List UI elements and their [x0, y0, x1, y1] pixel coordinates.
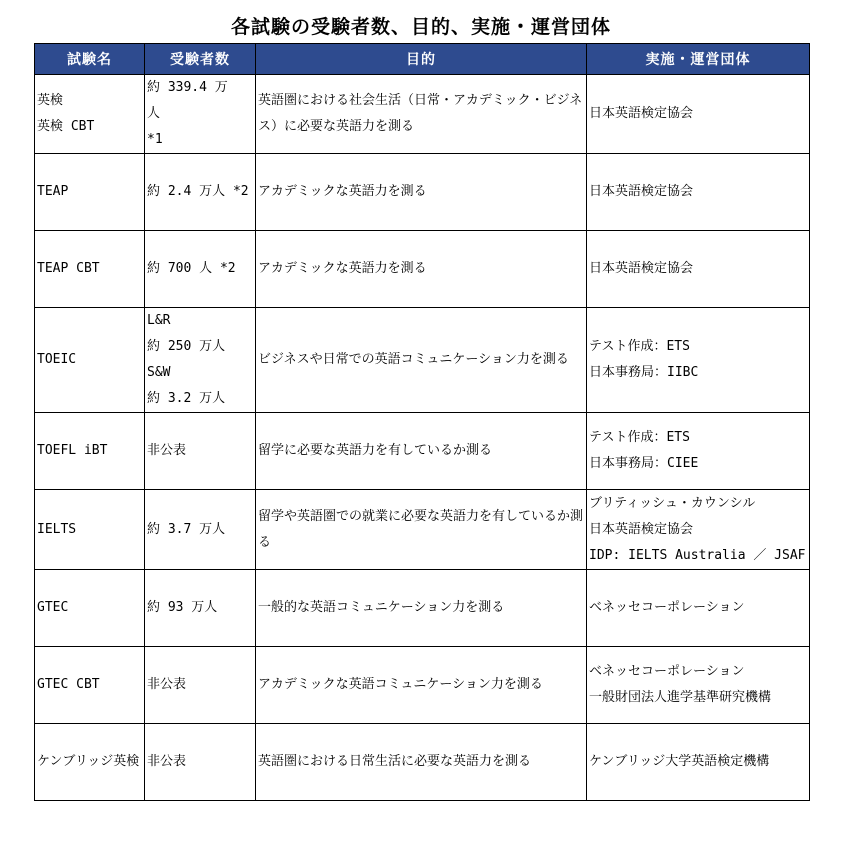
exam-name: TOEIC — [37, 352, 77, 367]
org-cell — [587, 724, 810, 801]
page-title: 各試験の受験者数、目的、実施・運営団体 — [230, 16, 611, 38]
org-text: 日本英語検定協会 — [589, 184, 694, 199]
exam-name: 英検 CBT — [37, 119, 95, 134]
table-row — [35, 490, 810, 570]
exam-name-cell — [35, 308, 145, 413]
org-cell — [587, 413, 810, 490]
table-row — [35, 308, 810, 413]
purpose-cell: アカデミックな英語力を測る — [256, 154, 587, 231]
exam-name-cell — [35, 75, 145, 154]
exam-name: ケンブリッジ英検 — [37, 754, 140, 769]
exam-name-cell — [35, 490, 145, 570]
count-cell — [145, 231, 256, 308]
count-text: 約 250 万人 — [147, 339, 226, 354]
count-text: 約 3.7 万人 — [147, 521, 226, 537]
org-text: 日本英語検定協会 — [589, 521, 694, 537]
exam-name-cell — [35, 154, 145, 231]
exam-name-cell — [35, 724, 145, 801]
exam-name-cell — [35, 647, 145, 724]
org-text: IDP: IELTS Australia ／ JSAF — [589, 547, 806, 563]
org-text: 日本英語検定協会 — [589, 106, 694, 121]
purpose-cell: アカデミックな英語コミュニケーション力を測る — [256, 647, 587, 724]
exam-name: GTEC — [37, 600, 69, 615]
org-cell — [587, 231, 810, 308]
org-text: 日本事務局：IIBC — [589, 365, 699, 380]
exam-name: TOEFL iBT — [37, 443, 108, 458]
table-row — [35, 231, 810, 308]
org-cell — [587, 490, 810, 570]
org-cell — [587, 308, 810, 413]
purpose-cell: 英語圏における日常生活に必要な英語力を測る — [256, 724, 587, 801]
org-cell — [587, 570, 810, 647]
count-cell — [145, 154, 256, 231]
header-organization: 実施・運営団体 — [587, 44, 810, 75]
org-cell — [587, 154, 810, 231]
table-row — [35, 647, 810, 724]
table-row — [35, 570, 810, 647]
count-cell — [145, 570, 256, 647]
table-header-row — [35, 44, 810, 75]
purpose-cell: 留学や英語圏での就業に必要な英語力を有しているか測る — [256, 490, 587, 570]
exam-name-cell — [35, 570, 145, 647]
count-text: 非公表 — [147, 443, 187, 458]
count-cell — [145, 490, 256, 570]
count-text: 非公表 — [147, 677, 187, 692]
count-text: *1 — [147, 132, 163, 147]
count-text: 約 93 万人 — [147, 600, 218, 615]
count-text: 約 339.4 万 人 — [147, 80, 241, 121]
table-row — [35, 75, 810, 154]
header-purpose: 目的 — [256, 44, 587, 75]
exam-name: IELTS — [37, 521, 77, 537]
header-examinee-count: 受験者数 — [145, 44, 256, 75]
count-text: S&W — [147, 365, 171, 380]
count-text: 約 3.2 万人 — [147, 391, 226, 406]
org-text: 一般財団法人進学基準研究機構 — [589, 690, 772, 705]
exam-name-cell — [35, 413, 145, 490]
purpose-cell: 一般的な英語コミュニケーション力を測る — [256, 570, 587, 647]
count-text: L&R — [147, 313, 171, 328]
org-text: 日本英語検定協会 — [589, 261, 694, 276]
count-text: 約 2.4 万人 *2 — [147, 184, 249, 199]
purpose-cell: 留学に必要な英語力を有しているか測る — [256, 413, 587, 490]
table-row — [35, 413, 810, 490]
purpose-cell: アカデミックな英語力を測る — [256, 231, 587, 308]
org-text: ベネッセコーポレーション — [589, 664, 745, 679]
org-cell — [587, 75, 810, 154]
table-row — [35, 724, 810, 801]
header-exam-name: 試験名 — [35, 44, 145, 75]
purpose-cell: 英語圏における社会生活（日常・アカデミック・ビジネス）に必要な英語力を測る — [256, 75, 587, 154]
count-cell — [145, 413, 256, 490]
count-cell — [145, 308, 256, 413]
count-text: 非公表 — [147, 754, 187, 769]
org-text: ブリティッシュ・カウンシル — [589, 495, 756, 511]
org-text: テスト作成：ETS — [589, 430, 690, 445]
exam-name: TEAP CBT — [37, 261, 100, 276]
org-text: ベネッセコーポレーション — [589, 600, 745, 615]
exam-name: GTEC CBT — [37, 677, 100, 692]
exam-table — [34, 43, 810, 801]
org-text: ケンブリッジ大学英語検定機構 — [589, 754, 770, 769]
org-text: テスト作成：ETS — [589, 339, 690, 354]
count-cell — [145, 647, 256, 724]
count-text: 約 700 人 *2 — [147, 261, 236, 276]
count-cell — [145, 75, 256, 154]
table-row — [35, 154, 810, 231]
purpose-cell: ビジネスや日常での英語コミュニケーション力を測る — [256, 308, 587, 413]
exam-name: TEAP — [37, 184, 69, 199]
exam-name: 英検 — [37, 93, 64, 108]
exam-name-cell — [35, 231, 145, 308]
count-cell — [145, 724, 256, 801]
org-cell — [587, 647, 810, 724]
org-text: 日本事務局：CIEE — [589, 456, 699, 471]
